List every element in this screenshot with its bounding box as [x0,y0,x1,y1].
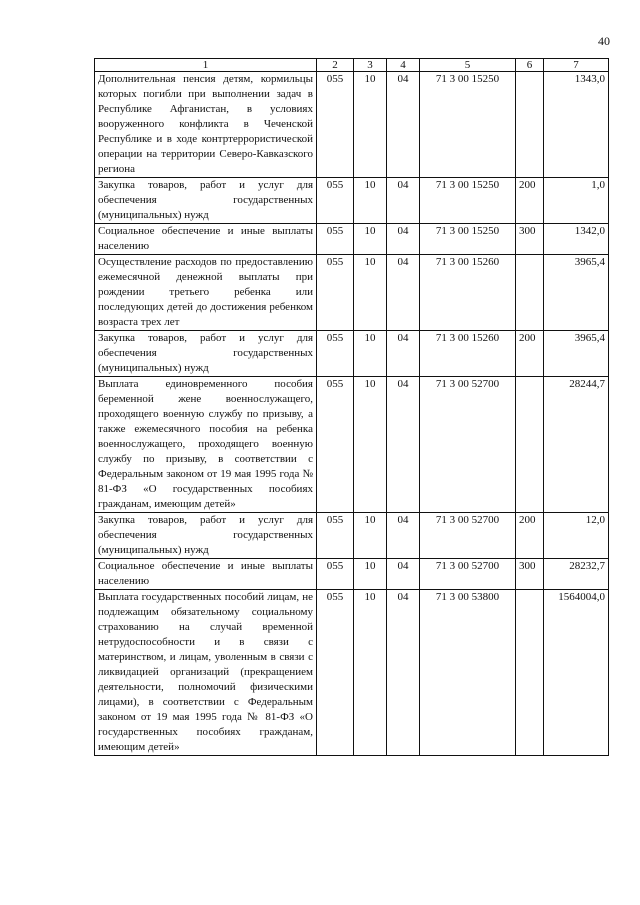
target-code: 71 3 00 52700 [420,513,516,559]
section-code: 10 [354,559,387,590]
table-row [95,224,609,255]
subsection-code: 04 [387,590,420,756]
subsection-code: 04 [387,72,420,178]
amount: 28232,7 [544,559,609,590]
column-header: 1 [95,59,317,72]
expense-type-code: 200 [516,513,544,559]
amount: 1564004,0 [544,590,609,756]
target-code: 71 3 00 15250 [420,224,516,255]
expense-name: Социальное обеспечение и иные выплаты населению [95,224,317,255]
expense-type-code: 300 [516,559,544,590]
admin-code: 055 [317,178,354,224]
column-header: 2 [317,59,354,72]
section-code: 10 [354,331,387,377]
section-code: 10 [354,513,387,559]
target-code: 71 3 00 15260 [420,255,516,331]
amount: 12,0 [544,513,609,559]
section-code: 10 [354,377,387,513]
expense-type-code [516,255,544,331]
expense-type-code [516,377,544,513]
subsection-code: 04 [387,224,420,255]
amount: 1342,0 [544,224,609,255]
amount: 3965,4 [544,255,609,331]
target-code: 71 3 00 52700 [420,377,516,513]
target-code: 71 3 00 53800 [420,590,516,756]
table-row [95,178,609,224]
admin-code: 055 [317,559,354,590]
target-code: 71 3 00 15250 [420,72,516,178]
expense-type-code: 300 [516,224,544,255]
table-row [95,72,609,178]
subsection-code: 04 [387,331,420,377]
expense-name: Выплата единовременного пособия беременной жене военнослужащего, проходящего военную службу по призыву, а также ежемесячного пособия на ребенка военнослужащего, проходящего военную службу по призыву, в соответствии с Федеральным законом от 19 мая 1995 года № 81-ФЗ «О государственных пособиях гражданам, имеющим детей» [95,377,317,513]
admin-code: 055 [317,224,354,255]
section-code: 10 [354,72,387,178]
table-row [95,513,609,559]
expense-type-code [516,72,544,178]
table-row [95,255,609,331]
subsection-code: 04 [387,559,420,590]
expense-name: Закупка товаров, работ и услуг для обеспечения государственных (муниципальных) нужд [95,178,317,224]
column-header: 3 [354,59,387,72]
target-code: 71 3 00 15250 [420,178,516,224]
section-code: 10 [354,178,387,224]
admin-code: 055 [317,331,354,377]
expense-type-code [516,590,544,756]
column-header: 5 [420,59,516,72]
table-row [95,331,609,377]
table-row [95,559,609,590]
table-row [95,377,609,513]
expense-name: Закупка товаров, работ и услуг для обеспечения государственных (муниципальных) нужд [95,513,317,559]
expense-name: Закупка товаров, работ и услуг для обеспечения государственных (муниципальных) нужд [95,331,317,377]
amount: 3965,4 [544,331,609,377]
expense-name: Социальное обеспечение и иные выплаты населению [95,559,317,590]
subsection-code: 04 [387,178,420,224]
page-number: 40 [598,34,610,48]
target-code: 71 3 00 52700 [420,559,516,590]
amount: 1,0 [544,178,609,224]
amount: 28244,7 [544,377,609,513]
expense-type-code: 200 [516,331,544,377]
column-header: 7 [544,59,609,72]
expense-name: Дополнительная пенсия детям, кормильцы которых погибли при выполнении задач в Республике Афганистан, в условиях вооруженного конфликта в Чеченской Республике и в ходе контртеррористической операции на территории Северо-Кавказского региона [95,72,317,178]
admin-code: 055 [317,72,354,178]
subsection-code: 04 [387,513,420,559]
section-code: 10 [354,590,387,756]
expense-name: Осуществление расходов по предоставлению ежемесячной денежной выплаты при рождении третьего ребенка или последующих детей до достижения ребенком возраста трех лет [95,255,317,331]
admin-code: 055 [317,590,354,756]
subsection-code: 04 [387,255,420,331]
column-header: 6 [516,59,544,72]
target-code: 71 3 00 15260 [420,331,516,377]
header-row [95,59,609,72]
table-row [95,590,609,756]
column-header: 4 [387,59,420,72]
subsection-code: 04 [387,377,420,513]
admin-code: 055 [317,255,354,331]
budget-table [94,58,609,756]
section-code: 10 [354,255,387,331]
section-code: 10 [354,224,387,255]
admin-code: 055 [317,513,354,559]
expense-type-code: 200 [516,178,544,224]
amount: 1343,0 [544,72,609,178]
admin-code: 055 [317,377,354,513]
expense-name: Выплата государственных пособий лицам, не подлежащим обязательному социальному страхованию на случай временной нетрудоспособности и в связи с материнством, и лицам, уволенным в связи с ликвидацией организаций (прекращением деятельности, полномочий физическими лицами), в соответствии с Федеральным законом от 19 мая 1995 года № 81-ФЗ «О государственных пособиях гражданам, имеющим детей» [95,590,317,756]
